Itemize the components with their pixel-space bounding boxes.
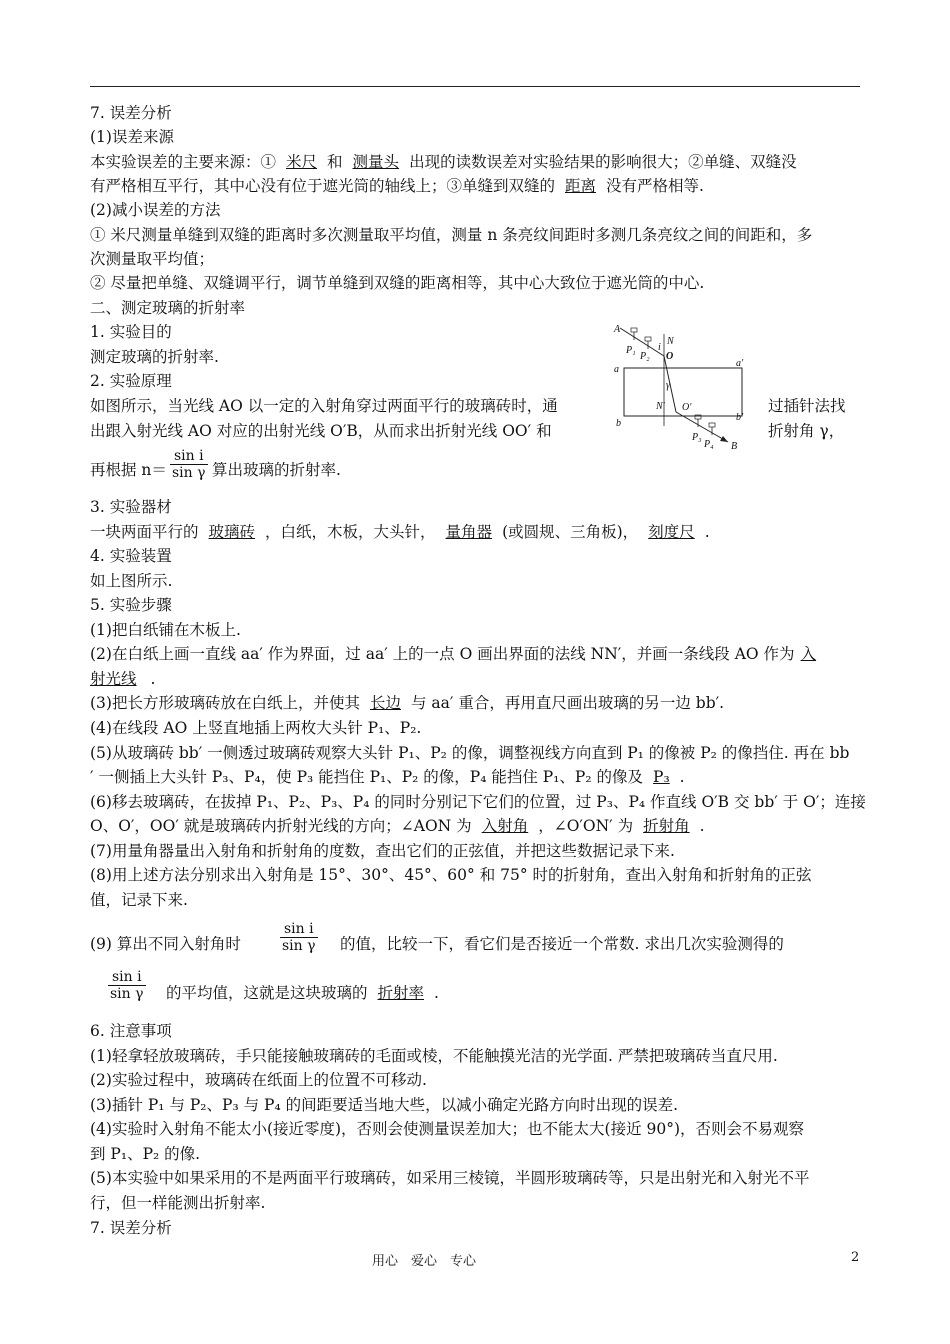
subheading: 1. 实验目的 [90, 323, 172, 341]
paragraph-line: 值，记录下来. [90, 891, 188, 909]
label-N: N [667, 336, 674, 347]
paragraph-line: 的值，比较一下，看它们是否接近一个常数. 求出几次实验测得的 [340, 935, 784, 953]
formula-lead: 再根据 n＝ [90, 461, 167, 479]
paragraph-line: (2)在白纸上画一直线 aa′ 作为界面，过 aa′ 上的一点 O 画出界面的法线 NN′，并画一条线段 AO 作为 入 [90, 645, 817, 663]
pin-p4-head-icon [709, 423, 715, 427]
paragraph-line: (5)本实验中如果采用的不是两面平行玻璃砖，如采用三棱镜，半圆形玻璃砖等，只是出射光和入射光不平 [90, 1169, 810, 1187]
subheading: (2)减小误差的方法 [90, 201, 221, 219]
label-P2: P₂ [640, 351, 650, 362]
subheading: 6. 注意事项 [90, 1022, 172, 1040]
refraction-diagram [612, 322, 762, 457]
paragraph-line: O、O′，OO′ 就是玻璃砖内折射光线的方向；∠AON 为 入射角 ，∠O′ON′ 为 折射角 . [90, 817, 705, 835]
label-i: i [658, 342, 661, 353]
paragraph-line: 本实验误差的主要来源：① 米尺 和 测量头 出现的读数误差对实验结果的影响很大；②单缝、双缝没 [90, 153, 797, 171]
label-a: a [614, 364, 619, 375]
fraction-sin-ratio: $\frac{\text{sin i}}{\text{sin γ}}$ [282, 921, 316, 954]
paragraph-line: 测定玻璃的折射率. [90, 348, 219, 366]
paragraph-line: 行，但一样能测出折射率. [90, 1194, 266, 1212]
paragraph-line: 次测量取平均值； [90, 250, 215, 268]
pin-p1-head-icon [631, 328, 637, 332]
label-gamma: γ [666, 380, 670, 391]
paragraph-line: (7)用量角器量出入射角和折射角的度数，查出它们的正弦值，并把这些数据记录下来. [90, 842, 675, 860]
paragraph-line: (4)实验时入射角不能太小(接近零度)，否则会使测量误差加大；也不能太大(接近 90°)，否则会不易观察 [90, 1120, 805, 1138]
subheading: (1)误差来源 [90, 128, 174, 146]
footer-text: 用心 爱心 专心 [372, 1254, 477, 1269]
paragraph-line: (5)从玻璃砖 bb′ 一侧透过玻璃砖观察大头针 P₁、P₂ 的像，调整视线方向直到 P₁ 的像被 P₂ 的像挡住. 再在 bb [90, 744, 850, 762]
paragraph-line: 出跟入射光线 AO 对应的出射光线 O′B，从而求出折射光线 OO′ 和 [90, 422, 552, 440]
label-a-prime: a′ [736, 358, 744, 369]
subheading: 5. 实验步骤 [90, 596, 172, 614]
paragraph-line: 的平均值，这就是这块玻璃的 折射率 . [166, 984, 439, 1002]
paragraph-line-right: 折射角 γ， [768, 422, 845, 440]
paragraph-line: 射光线 . [90, 670, 156, 688]
paragraph-line: (4)在线段 AO 上竖直地插上两枚大头针 P₁、P₂. [90, 719, 422, 737]
paragraph-line: (1)轻拿轻放玻璃砖，手只能接触玻璃砖的毛面或棱，不能触摸光洁的光学面. 严禁把玻璃砖当直尺用. [90, 1047, 778, 1065]
label-O: O [666, 351, 674, 362]
label-A: A [614, 324, 621, 335]
fraction-sin-ratio: $\frac{\text{sin i}}{\text{sin γ}}$ [110, 969, 144, 1002]
pin-p2-head-icon [645, 337, 651, 341]
paragraph-line: ① 米尺测量单缝到双缝的距离时多次测量取平均值，测量 n 条亮纹间距时多测几条亮纹之间的间距和，多 [90, 226, 813, 244]
paragraph-line: (9) 算出不同入射角时 [90, 935, 241, 953]
paragraph-line: 有严格相互平行，其中心没有位于遮光筒的轴线上；③单缝到双缝的 距离 没有严格相等. [90, 177, 704, 195]
section-heading: 二、测定玻璃的折射率 [90, 299, 246, 317]
paragraph-line: ′ 一侧插上大头针 P₃、P₄，使 P₃ 能挡住 P₁、P₂ 的像，P₄ 能挡住 P₁、P₂ 的像及 P₃ . [90, 768, 685, 786]
section-heading: 7. 误差分析 [90, 104, 172, 122]
label-B: B [731, 441, 738, 452]
paragraph-line: (2)实验过程中，玻璃砖在纸面上的位置不可移动. [90, 1071, 427, 1089]
paragraph-line: 到 P₁、P₂ 的像. [90, 1145, 201, 1163]
paragraph-line: (8)用上述方法分别求出入射角是 15°、30°、45°、60° 和 75° 时的折射角，查出入射角和折射角的正弦 [90, 866, 812, 884]
paragraph-line-right: 过插针法找 [768, 397, 846, 415]
paragraph-line: (3)把长方形玻璃砖放在白纸上，并使其 长边 与 aa′ 重合，再用直尺画出玻璃的另一边 bb′. [90, 694, 725, 712]
label-b-prime: b′ [736, 412, 744, 423]
paragraph-line: 如上图所示. [90, 572, 173, 590]
fraction-sin-ratio: $\frac{\text{sin i}}{\text{sin γ}}$ [172, 448, 206, 481]
subheading: 4. 实验装置 [90, 547, 172, 565]
page-number: 2 [851, 1250, 860, 1265]
label-P3: P₃ [692, 432, 702, 443]
label-P4: P₄ [704, 439, 714, 450]
paragraph-line: (1)把白纸铺在木板上. [90, 621, 241, 639]
paragraph-line: 如图所示，当光线 AO 以一定的入射角穿过两面平行的玻璃砖时，通 [90, 397, 558, 415]
label-P1: P₁ [626, 345, 636, 356]
subheading: 3. 实验器材 [90, 498, 172, 516]
paragraph-line: (3)插针 P₁ 与 P₂、P₃ 与 P₄ 的间距要适当地大些，以减小确定光路方向时出现的误差. [90, 1096, 679, 1114]
subheading: 2. 实验原理 [90, 372, 172, 390]
paragraph-line: ② 尽量把单缝、双缝调平行，调节单缝到双缝的距离相等，其中心大致位于遮光筒的中心. [90, 274, 705, 292]
section-heading: 7. 误差分析 [90, 1219, 172, 1237]
arrow-icon [720, 436, 728, 442]
label-N-prime: N′ [656, 401, 665, 412]
label-b: b [616, 418, 621, 429]
header-rule [90, 86, 860, 87]
paragraph-line: (6)移去玻璃砖，在拔掉 P₁、P₂、P₃、P₄ 的同时分别记下它们的位置，过 P₃、P₄ 作直线 O′B 交 bb′ 于 O′；连接 [90, 793, 866, 811]
label-O-prime: O′ [682, 402, 692, 413]
paragraph-line: 一块两面平行的 玻璃砖 ，白纸，木板，大头针， 量角器 (或圆规、三角板)， 刻度尺 . [90, 523, 710, 541]
formula-tail: 算出玻璃的折射率. [212, 461, 341, 479]
